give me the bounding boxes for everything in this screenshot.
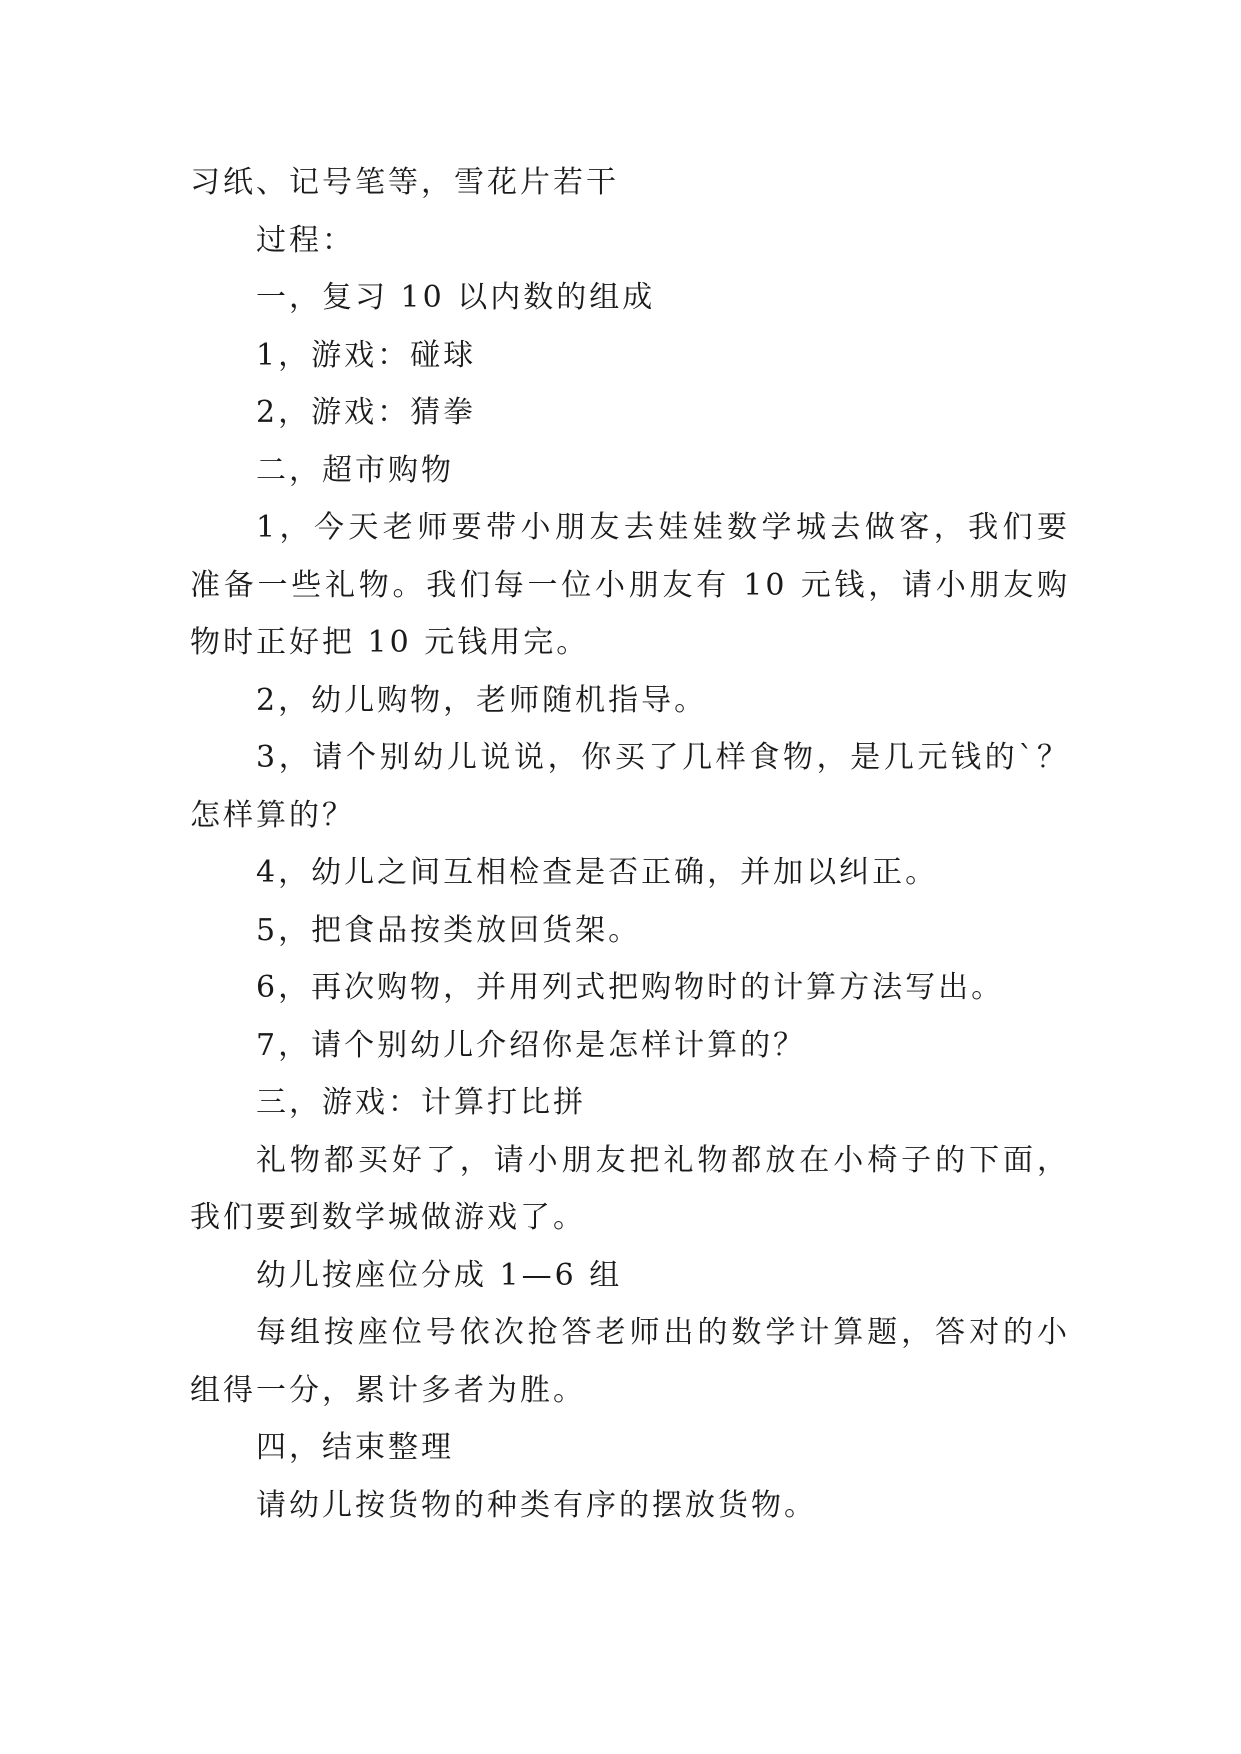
section-heading-1: 一，复习 10 以内数的组成 bbox=[256, 280, 656, 315]
section-heading-3: 三，游戏：计算打比拼 bbox=[256, 1085, 586, 1120]
document-body bbox=[190, 154, 1070, 1534]
list-item: 3，请个别幼儿说说，你买了几样食物，是几元钱的`？怎样算的？ bbox=[190, 740, 1070, 833]
paragraph-materials: 习纸、记号笔等，雪花片若干 bbox=[190, 165, 619, 200]
list-item: 2，游戏：猜拳 bbox=[256, 395, 477, 430]
section-heading-2: 二，超市购物 bbox=[256, 452, 454, 488]
list-item: 7，请个别幼儿介绍你是怎样计算的？ bbox=[256, 1027, 807, 1063]
list-item: 1，游戏：碰球 bbox=[256, 337, 477, 373]
paragraph-process-heading: 过程： bbox=[256, 222, 355, 258]
paragraph: 礼物都买好了，请小朋友把礼物都放在小椅子的下面，我们要到数学城做游戏了。 bbox=[190, 1142, 1070, 1235]
paragraph: 每组按座位号依次抢答老师出的数学计算题，答对的小组得一分，累计多者为胜。 bbox=[190, 1315, 1070, 1408]
list-item: 2，幼儿购物，老师随机指导。 bbox=[256, 682, 708, 718]
paragraph: 幼儿按座位分成 1—6 组 bbox=[256, 1257, 623, 1293]
list-item: 4，幼儿之间互相检查是否正确，并加以纠正。 bbox=[256, 855, 939, 890]
paragraph: 请幼儿按货物的种类有序的摆放货物。 bbox=[256, 1487, 817, 1523]
list-item: 1，今天老师要带小朋友去娃娃数学城去做客，我们要准备一些礼物。我们每一位小朋友有 10 元钱，请小朋友购物时正好把 10 元钱用完。 bbox=[190, 510, 1070, 660]
list-item: 5，把食品按类放回货架。 bbox=[256, 912, 642, 948]
list-item: 6，再次购物，并用列式把购物时的计算方法写出。 bbox=[256, 970, 1005, 1005]
section-heading-4: 四，结束整理 bbox=[256, 1430, 454, 1465]
